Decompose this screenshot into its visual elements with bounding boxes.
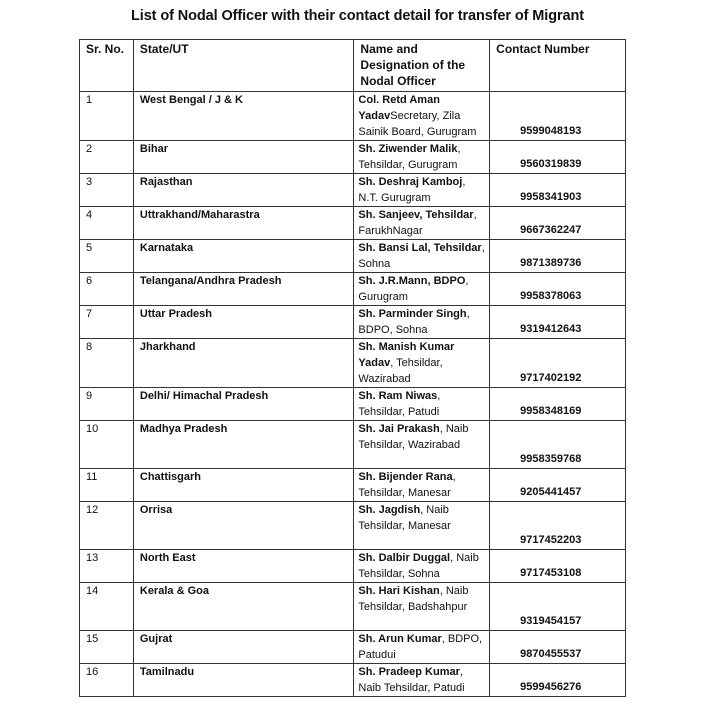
state-cell: Madhya Pradesh (133, 421, 354, 469)
officer-designation: , Naib Tehsildar, Patudi (358, 666, 465, 694)
state-cell: Tamilnadu (133, 664, 354, 697)
officer-cell (354, 631, 490, 664)
officer-name: Sh. J.R.Mann, BDPO (358, 275, 466, 287)
state-cell: Telangana/Andhra Pradesh (133, 273, 354, 306)
officer-designation: Secretary, Zila Sainik Board, Gurugram (358, 110, 477, 138)
sr-no-cell: 15 (80, 631, 134, 664)
sr-no-cell: 9 (80, 388, 134, 421)
contact-number-cell: 9717402192 (490, 339, 626, 388)
table-row (80, 631, 626, 664)
officer-designation: , Tehsildar, Manesar (358, 471, 456, 499)
officer-cell (354, 421, 490, 469)
officer-name: Col. Retd Aman Yadav (358, 94, 440, 122)
sr-no-cell: 8 (80, 339, 134, 388)
officer-cell (354, 174, 490, 207)
officer-cell (354, 388, 490, 421)
header-sr-no: Sr. No. (80, 40, 134, 92)
officer-designation: , Sohna (358, 242, 485, 270)
table-row (80, 92, 626, 141)
state-cell: Uttrakhand/Maharastra (133, 207, 354, 240)
contact-number-cell: 9599456276 (490, 664, 626, 697)
officer-name: Sh. Jai Prakash (358, 423, 440, 435)
officer-name: Sh. Sanjeev, Tehsildar (358, 209, 474, 221)
sr-no-cell: 12 (80, 502, 134, 550)
officer-designation: , Tehsildar, Gurugram (358, 143, 461, 171)
state-cell: Karnataka (133, 240, 354, 273)
officer-designation: , Naib Tehsildar, Manesar (358, 504, 451, 532)
table-header-row (80, 40, 626, 92)
sr-no-cell: 5 (80, 240, 134, 273)
table-row (80, 273, 626, 306)
officer-designation: , Naib Tehsildar, Sohna (358, 552, 479, 580)
contact-number-cell: 9958378063 (490, 273, 626, 306)
contact-number-cell: 9958359768 (490, 421, 626, 469)
sr-no-cell: 7 (80, 306, 134, 339)
state-cell: Kerala & Goa (133, 583, 354, 631)
contact-number-cell: 9319454157 (490, 583, 626, 631)
sr-no-cell: 3 (80, 174, 134, 207)
officer-cell (354, 207, 490, 240)
officer-name: Sh. Deshraj Kamboj (358, 176, 463, 188)
sr-no-cell: 6 (80, 273, 134, 306)
contact-number-cell: 9319412643 (490, 306, 626, 339)
table-row (80, 388, 626, 421)
officer-cell (354, 273, 490, 306)
officer-name: Sh. Ziwender Malik (358, 143, 458, 155)
state-cell: Delhi/ Himachal Pradesh (133, 388, 354, 421)
sr-no-cell: 1 (80, 92, 134, 141)
contact-number-cell: 9871389736 (490, 240, 626, 273)
officer-name: Sh. Pradeep Kumar (358, 666, 460, 678)
officer-cell (354, 502, 490, 550)
table-row (80, 664, 626, 697)
officer-name: Sh. Arun Kumar (358, 633, 442, 645)
officer-name: Sh. Manish Kumar Yadav (358, 341, 455, 369)
contact-number-cell: 9717453108 (490, 550, 626, 583)
table-row (80, 141, 626, 174)
state-cell: West Bengal / J & K (133, 92, 354, 141)
officer-name: Sh. Ram Niwas (358, 390, 438, 402)
contact-number-cell: 9870455537 (490, 631, 626, 664)
officer-designation: , Gurugram (358, 275, 469, 303)
officer-cell (354, 92, 490, 141)
sr-no-cell: 4 (80, 207, 134, 240)
sr-no-cell: 10 (80, 421, 134, 469)
table-row (80, 174, 626, 207)
table-row (80, 306, 626, 339)
officer-cell (354, 240, 490, 273)
officer-cell (354, 306, 490, 339)
officer-name: Sh. Jagdish (358, 504, 421, 516)
table-row (80, 583, 626, 631)
contact-number-cell: 9717452203 (490, 502, 626, 550)
state-cell: Chattisgarh (133, 469, 354, 502)
officer-cell (354, 550, 490, 583)
table-row (80, 240, 626, 273)
header-contact: Contact Number (490, 40, 626, 92)
state-cell: Gujrat (133, 631, 354, 664)
state-cell: Uttar Pradesh (133, 306, 354, 339)
table-row (80, 339, 626, 388)
nodal-officer-table (79, 39, 626, 697)
officer-name: Sh. Dalbir Duggal (358, 552, 451, 564)
sr-no-cell: 16 (80, 664, 134, 697)
officer-designation: , BDPO, Sohna (358, 308, 470, 336)
contact-number-cell: 9599048193 (490, 92, 626, 141)
contact-number-cell: 9205441457 (490, 469, 626, 502)
sr-no-cell: 2 (80, 141, 134, 174)
contact-number-cell: 9667362247 (490, 207, 626, 240)
officer-designation: , Tehsildar, Patudi (358, 390, 441, 418)
officer-cell (354, 339, 490, 388)
officer-designation: , Naib Tehsildar, Wazirabad (358, 423, 469, 451)
officer-name: Sh. Hari Kishan (358, 585, 440, 597)
officer-cell (354, 469, 490, 502)
table-row (80, 502, 626, 550)
sr-no-cell: 11 (80, 469, 134, 502)
contact-number-cell: 9560319839 (490, 141, 626, 174)
state-cell: Orrisa (133, 502, 354, 550)
header-officer: Name and Designation of the Nodal Officer (354, 40, 490, 92)
officer-designation: , Naib Tehsildar, Badshahpur (358, 585, 469, 613)
officer-designation: , BDPO, Patudui (358, 633, 483, 661)
sr-no-cell: 14 (80, 583, 134, 631)
page-title: List of Nodal Officer with their contact detail for transfer of Migrant (131, 8, 584, 24)
table-row (80, 207, 626, 240)
officer-designation: , FarukhNagar (358, 209, 477, 237)
officer-designation: , Tehsildar, Wazirabad (358, 357, 443, 385)
state-cell: Bihar (133, 141, 354, 174)
contact-number-cell: 9958341903 (490, 174, 626, 207)
contact-number-cell: 9958348169 (490, 388, 626, 421)
table-row (80, 550, 626, 583)
header-state: State/UT (133, 40, 354, 92)
officer-name: Sh. Bijender Rana (358, 471, 453, 483)
officer-name: Sh. Parminder Singh (358, 308, 467, 320)
officer-cell (354, 583, 490, 631)
officer-designation: , N.T. Gurugram (358, 176, 466, 204)
officer-cell (354, 664, 490, 697)
state-cell: North East (133, 550, 354, 583)
sr-no-cell: 13 (80, 550, 134, 583)
officer-name: Sh. Bansi Lal, Tehsildar (358, 242, 482, 254)
state-cell: Rajasthan (133, 174, 354, 207)
table-row (80, 421, 626, 469)
table-row (80, 469, 626, 502)
officer-cell (354, 141, 490, 174)
state-cell: Jharkhand (133, 339, 354, 388)
